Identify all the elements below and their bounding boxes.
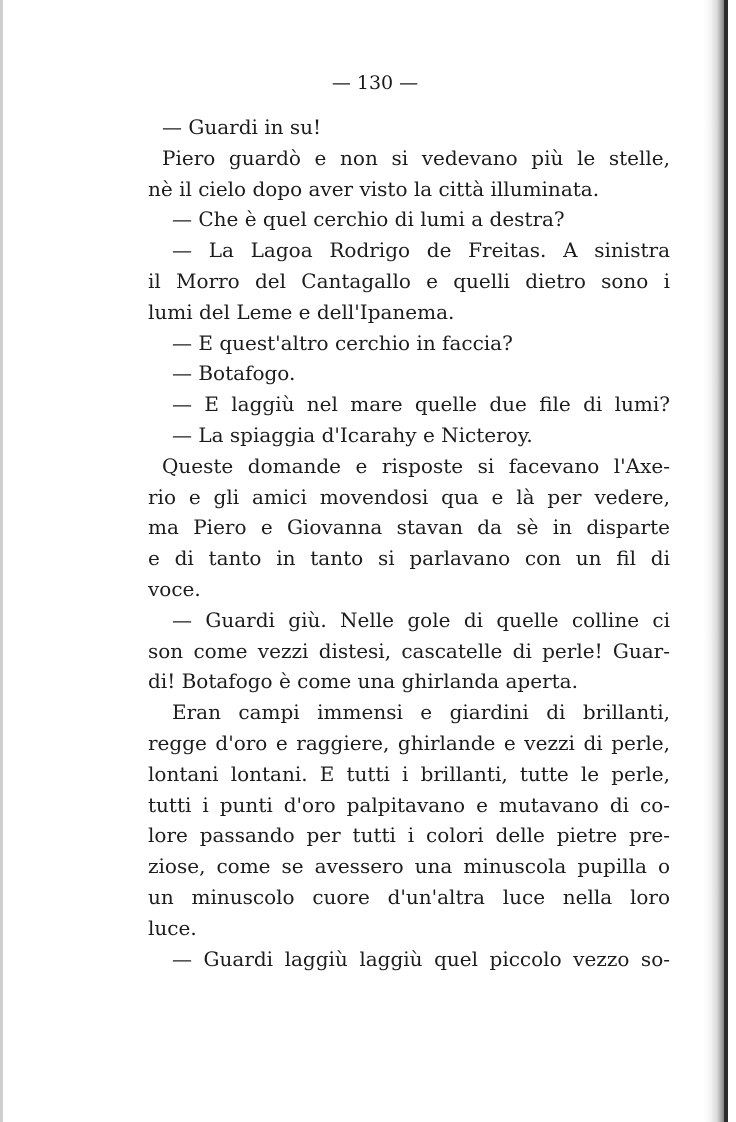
- text-line: Piero guardò e non si vedevano più le stelle,: [162, 145, 670, 170]
- text-line: — La Lagoa Rodrigo de Freitas. A sinistra: [172, 238, 670, 263]
- page-right-edge: [724, 0, 728, 1122]
- text-line: regge d'oro e raggiere, ghirlande e vezzi di perle,: [148, 730, 670, 755]
- text-line: lumi del Leme e dell'Ipanema.: [148, 299, 455, 324]
- text-line: — Che è quel cerchio di lumi a destra?: [172, 207, 565, 232]
- page-left-edge: [0, 0, 3, 1122]
- body-text: [148, 112, 670, 974]
- text-line: — E quest'altro cerchio in faccia?: [172, 330, 513, 355]
- text-line: luce.: [148, 915, 197, 940]
- page-number: — 130 —: [331, 72, 419, 94]
- text-line: di! Botafogo è come una ghirlanda aperta.: [148, 669, 578, 694]
- text-line: — Guardi in su!: [162, 115, 322, 139]
- text-line: lontani lontani. E tutti i brillanti, tutte le perle,: [148, 761, 670, 786]
- text-line: — Guardi laggiù laggiù quel piccolo vezzo so-: [172, 946, 670, 971]
- text-line: — Guardi giù. Nelle gole di quelle colline ci: [172, 607, 670, 632]
- text-line: ziose, come se avessero una minuscola pupilla o: [148, 854, 670, 879]
- text-line: lore passando per tutti i colori delle pietre pre-: [148, 823, 670, 848]
- text-line: Eran campi immensi e giardini di brillanti,: [172, 700, 670, 725]
- text-line: — La spiaggia d'Icarahy e Nicteroy.: [172, 422, 533, 447]
- text-line: nè il cielo dopo aver visto la città illuminata.: [148, 176, 600, 201]
- text-line: tutti i punti d'oro palpitavano e mutavano di co-: [148, 792, 670, 817]
- text-line: son come vezzi distesi, cascatelle di perle! Guar-: [148, 638, 670, 663]
- text-line: il Morro del Cantagallo e quelli dietro sono i: [148, 268, 670, 293]
- text-line: — Botafogo.: [172, 361, 296, 386]
- text-line: ma Piero e Giovanna stavan da sè in disparte: [148, 515, 670, 540]
- text-line: Queste domande e risposte si facevano l'Axe-: [162, 453, 670, 478]
- text-line: un minuscolo cuore d'un'altra luce nella loro: [148, 884, 670, 909]
- text-line: voce.: [148, 576, 201, 601]
- text-line: rio e gli amici movendosi qua e là per vedere,: [148, 484, 670, 509]
- text-line: — E laggiù nel mare quelle due file di lumi?: [172, 392, 670, 417]
- text-line: e di tanto in tanto si parlavano con un fil di: [148, 546, 670, 571]
